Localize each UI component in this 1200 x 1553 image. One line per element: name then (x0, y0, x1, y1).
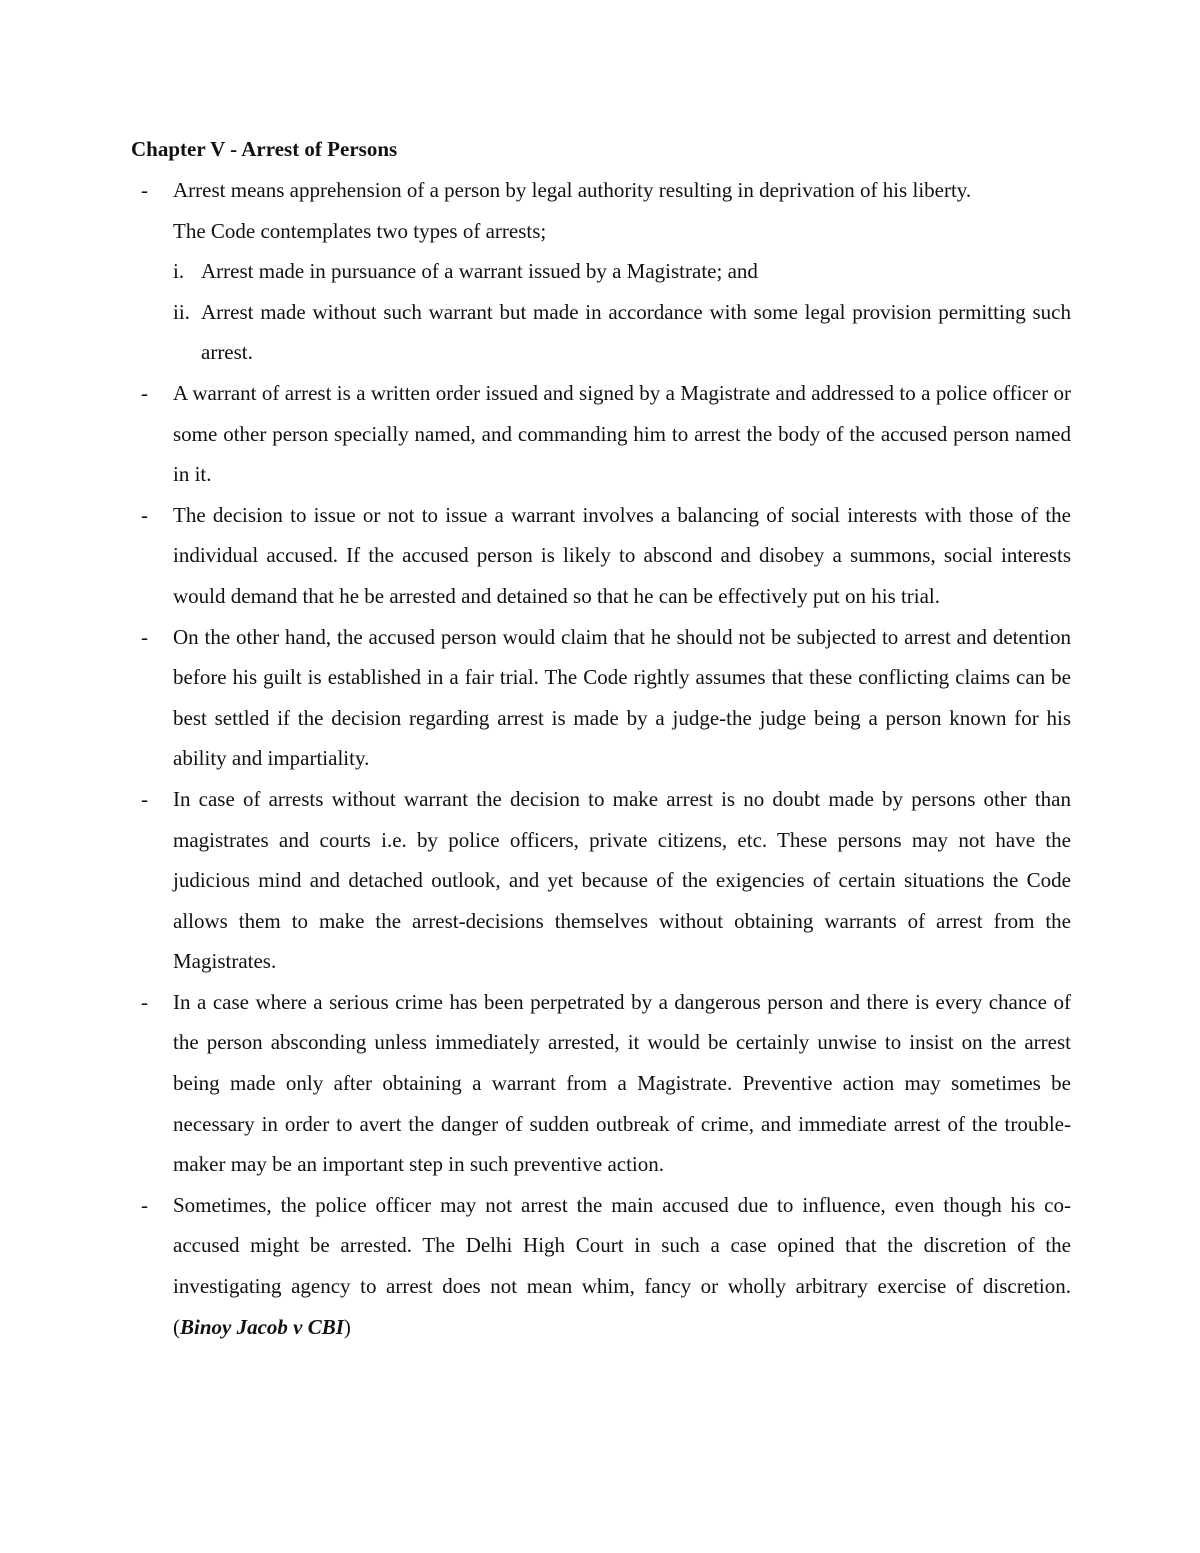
document-body (131, 170, 1071, 1347)
bullet-dash: - (141, 178, 148, 202)
bullet-intro (131, 170, 1071, 373)
list-item-text: Arrest made without such warrant but made in accordance with some legal provision permitting such arrest. (201, 299, 1071, 365)
bullet-balancing-interests (131, 495, 1071, 617)
bullet-dash: - (141, 786, 148, 811)
bullet-arrest-without-warrant (131, 779, 1071, 982)
paragraph-text: In a case where a serious crime has been perpetrated by a dangerous person and there is every chance of the person absconding unless immediately arrested, it would be certainly unwise to insist on the arrest being made only after obtaining a warrant from a Magistrate. Preventive action may sometimes be necessary in order to avert the danger of sudden outbreak of crime, and immediate arrest of the trouble-maker may be an important step in such preventive action. (173, 989, 1071, 1177)
list-item-text: Arrest made in pursuance of a warrant issued by a Magistrate; and (201, 259, 758, 284)
paragraph-text: On the other hand, the accused person would claim that he should not be subjected to arrest and detention before his guilt is established in a fair trial. The Code rightly assumes that these conflicting claims can be best settled if the decision regarding arrest is made by a judge-the judge being a person known for his ability and impartiality. (173, 624, 1071, 771)
closing-paren: ) (343, 1314, 351, 1339)
list-item (173, 292, 1071, 373)
bullet-dash: - (141, 1192, 148, 1217)
list-item-number: ii. (173, 299, 190, 324)
bullet-delhi-high-court (131, 1185, 1071, 1347)
bullet-accused-claim (131, 617, 1071, 779)
intro-line-1: Arrest means apprehension of a person by legal authority resulting in deprivation of his liberty. (173, 178, 972, 202)
list-item (173, 251, 1071, 292)
bullet-dash: - (141, 502, 148, 527)
bullet-warrant-definition (131, 373, 1071, 495)
paragraph-text: The decision to issue or not to issue a warrant involves a balancing of social interests with those of the individual accused. If the accused person is likely to abscond and disobey a summons, social interests would demand that he be arrested and detained so that he can be effectively put on his trial. (173, 502, 1071, 608)
paragraph-text: A warrant of arrest is a written order issued and signed by a Magistrate and addressed to a police officer or some other person specially named, and commanding him to arrest the body of the accused person named in it. (173, 380, 1071, 487)
case-citation: Binoy Jacob v CBI (180, 1314, 344, 1339)
bullet-dash: - (141, 624, 148, 649)
bullet-dash: - (141, 380, 148, 405)
paragraph-text: In case of arrests without warrant the decision to make arrest is no doubt made by persons other than magistrates and courts i.e. by police officers, private citizens, etc. These persons may not have the judicious mind and detached outlook, and yet because of the exigencies of certain situations the Code allows them to make the arrest-decisions themselves without obtaining warrants of arrest from the Magistrates. (173, 786, 1071, 974)
arrest-types-list (173, 251, 1071, 373)
intro-line-2: The Code contemplates two types of arrests; (173, 218, 547, 243)
bullet-serious-crime (131, 982, 1071, 1185)
list-item-number: i. (173, 259, 185, 284)
chapter-title: Chapter V - Arrest of Persons (131, 137, 398, 161)
paragraph-text: Sometimes, the police officer may not arrest the main accused due to influence, even though his co-accused might be arrested. The Delhi High Court in such a case opined that the discretion of the investigating agency to arrest does not mean whim, fancy or wholly arbitrary exercise of discretion. ( (173, 1192, 1071, 1339)
bullet-dash: - (141, 989, 148, 1014)
